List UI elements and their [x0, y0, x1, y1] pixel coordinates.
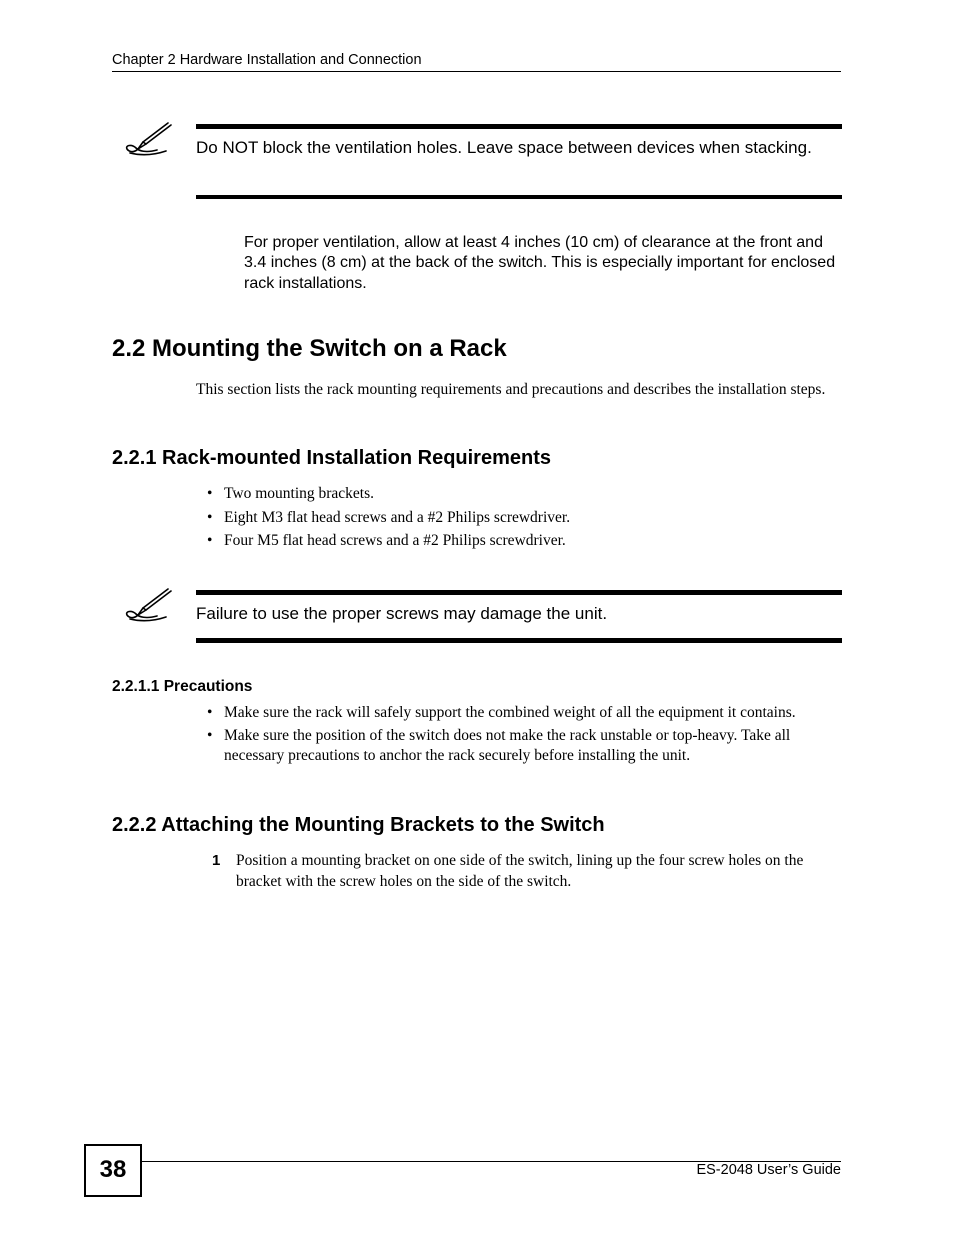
list-item: • Make sure the position of the switch does not make the rack unstable or top-heavy. Take all necessary precautions to anchor the rack securely before installing the unit. [207, 726, 791, 764]
note-bottom-bar [196, 638, 842, 643]
step-text: Position a mounting bracket on one side of the switch, lining up the four screw holes on the bracket with the screw holes on the side of the switch. [236, 852, 804, 890]
page-number: 38 [99, 1156, 127, 1183]
precautions-list [196, 703, 836, 767]
note-text: Failure to use the proper screws may damage the unit. [196, 604, 608, 623]
pencil-note-icon [124, 122, 174, 158]
note-top-bar [196, 124, 842, 129]
section-heading-2-2-1-1: 2.2.1.1 Precautions [112, 678, 253, 695]
header-rule [112, 71, 841, 72]
step-item [212, 851, 842, 892]
list-item: • Make sure the rack will safely support the combined weight of all the equipment it contains. [207, 704, 796, 721]
section-intro: This section lists the rack mounting requirements and precautions and describes the installation steps. [196, 381, 826, 398]
running-header: Chapter 2 Hardware Installation and Connection [112, 52, 422, 68]
requirements-list [196, 484, 836, 552]
note-text: Do NOT block the ventilation holes. Leave space between devices when stacking. [196, 138, 812, 157]
page-number-box [84, 1144, 142, 1197]
section-heading-2-2-2: 2.2.2 Attaching the Mounting Brackets to the Switch [112, 814, 605, 836]
section-heading-2-2-1: 2.2.1 Rack-mounted Installation Requirements [112, 447, 551, 469]
guide-title: ES-2048 User’s Guide [696, 1162, 841, 1178]
step-number: 1 [212, 852, 221, 869]
note-bottom-bar [196, 195, 842, 199]
list-item: • Two mounting brackets. [207, 485, 375, 502]
list-item: • Four M5 flat head screws and a #2 Philips screwdriver. [207, 532, 566, 549]
list-item: • Eight M3 flat head screws and a #2 Philips screwdriver. [207, 508, 571, 526]
pencil-note-icon [124, 588, 174, 624]
steps-list [212, 851, 842, 892]
ventilation-paragraph: For proper ventilation, allow at least 4 inches (10 cm) of clearance at the front and 3.4 inches (8 cm) at the back of the switch. This is especially important for enclosed rack installations. [244, 234, 836, 292]
note-top-bar [196, 590, 842, 595]
section-heading-2-2: 2.2 Mounting the Switch on a Rack [112, 335, 507, 362]
